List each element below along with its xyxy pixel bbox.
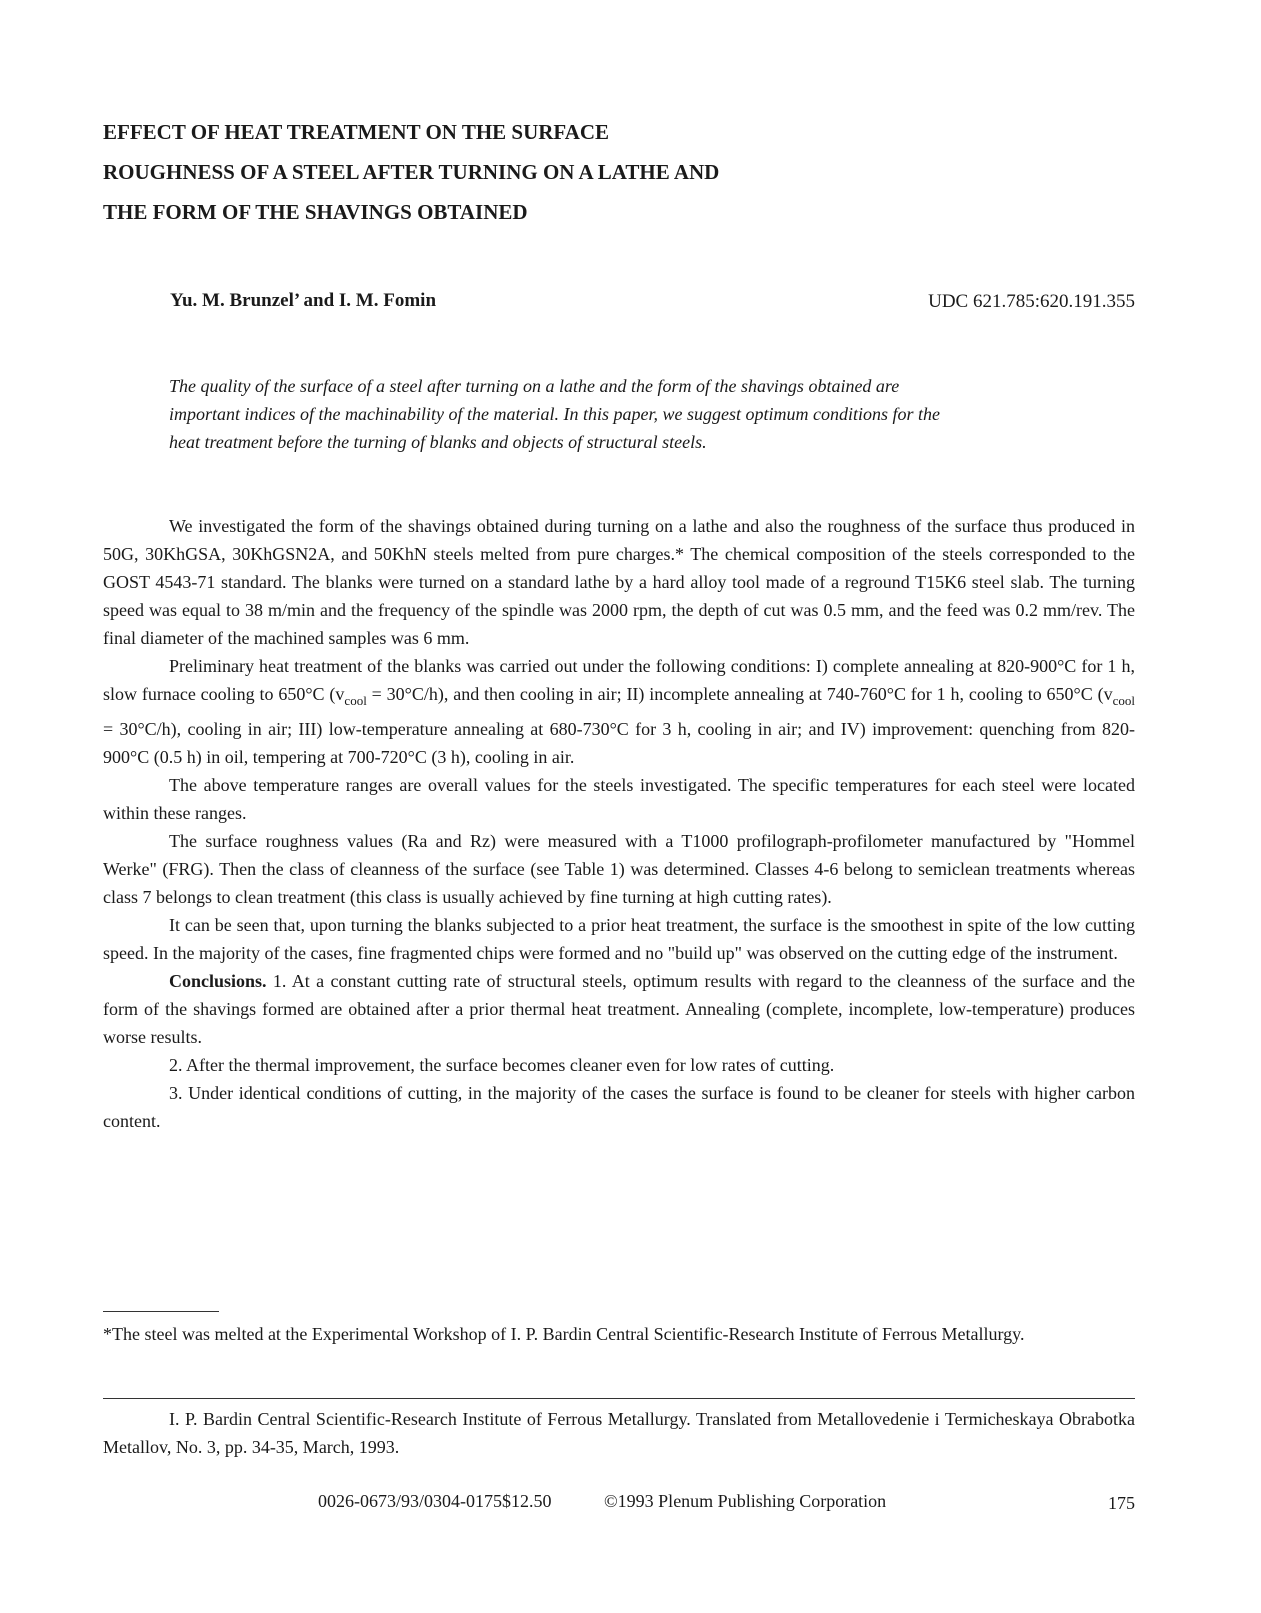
abstract: [169, 372, 1081, 456]
footnote-divider: [103, 1311, 219, 1312]
paragraph-2-part-c: = 30°C/h), cooling in air; III) low-temperature annealing at 680-730°C for 3 h, cooling in air; and IV) improvement: quenching from 820-900°C (0.5 h) in oil, tempering at 700-720°C (3 h), cooling in air.: [103, 719, 1135, 767]
paragraph-4: The surface roughness values (Ra and Rz) were measured with a T1000 profilograph-profilometer manufactured by "Hommel Werke" (FRG). Then the class of cleanness of the surface (see Table 1) was determined. Classes 4-6 belong to semiclean treatments whereas class 7 belongs to clean treatment (this class is usually achieved by fine turning at high cutting rates).: [103, 831, 1135, 907]
body-text: [103, 512, 1135, 1135]
paragraph-1: We investigated the form of the shavings obtained during turning on a lathe and also the roughness of the surface thus produced in 50G, 30KhGSA, 30KhGSN2A, and 50KhN steels melted from pure charges.* The chemical composition of the steels corresponded to the GOST 4543-71 standard. The blanks were turned on a standard lathe by a hard alloy tool made of a reground T15K6 steel slab. The turning speed was equal to 38 m/min and the frequency of the spindle was 2000 rpm, the depth of cut was 0.5 mm, and the feed was 0.2 mm/rev. The final diameter of the machined samples was 6 mm.: [103, 516, 1135, 648]
subscript-cool-1: cool: [344, 693, 367, 708]
affiliation-note: I. P. Bardin Central Scientific-Research Institute of Ferrous Metallurgy. Translated from Metallovedenie i Termicheskaya Obrabotka Metallov, No. 3, pp. 34-35, March, 1993.: [103, 1409, 1135, 1457]
title-line-1: EFFECT OF HEAT TREATMENT ON THE SURFACE: [103, 120, 610, 144]
paragraph-2: [103, 652, 1135, 771]
page-number: 175: [1108, 1493, 1135, 1513]
udc-code: UDC 621.785:620.191.355: [928, 291, 1135, 312]
paragraph-2-part-b: = 30°C/h), and then cooling in air; II) incomplete annealing at 740-760°C for 1 h, cooling to 650°C (v: [366, 684, 1113, 704]
subscript-cool-2: cool: [1112, 693, 1135, 708]
article-title: [103, 112, 1003, 232]
paragraph-2-part-a: Preliminary heat treatment of the blanks was carried out under the following conditions: I) complete annealing at 820-900°C for 1 h, slow furnace cooling to 650°C (v: [103, 656, 1135, 704]
paragraph-conclusions: [103, 967, 1135, 1051]
copyright: ©1993 Plenum Publishing Corporation: [604, 1491, 887, 1511]
abstract-line-2: important indices of the machinability of the material. In this paper, we suggest optimum conditions for the: [169, 404, 940, 424]
authors: Yu. M. Brunzel’ and I. M. Fomin: [170, 290, 437, 311]
paragraph-3: The above temperature ranges are overall values for the steels investigated. The specific temperatures for each steel were located within these ranges.: [103, 775, 1135, 823]
publication-code: 0026-0673/93/0304-0175$12.50: [318, 1491, 552, 1511]
paragraph-5: It can be seen that, upon turning the blanks subjected to a prior heat treatment, the surface is the smoothest in spite of the low cutting speed. In the majority of the cases, fine fragmented chips were formed and no "build up" was observed on the cutting edge of the instrument.: [103, 915, 1135, 963]
conclusions-heading: Conclusions.: [169, 971, 267, 991]
abstract-line-3: heat treatment before the turning of blanks and objects of structural steels.: [169, 432, 707, 452]
title-line-2: ROUGHNESS OF A STEEL AFTER TURNING ON A LATHE AND: [103, 160, 720, 184]
abstract-line-1: The quality of the surface of a steel after turning on a lathe and the form of the shavings obtained are: [169, 376, 900, 396]
footnote: *The steel was melted at the Experimental Workshop of I. P. Bardin Central Scientific-Research Institute of Ferrous Metallurgy.: [103, 1324, 1025, 1344]
conclusion-2: 2. After the thermal improvement, the surface becomes cleaner even for low rates of cutting.: [169, 1055, 835, 1075]
conclusion-1: 1. At a constant cutting rate of structural steels, optimum results with regard to the cleanness of the surface and the form of the shavings formed are obtained after a prior thermal heat treatment. Annealing (complete, incomplete, low-temperature) produces worse results.: [103, 971, 1135, 1047]
conclusion-3: 3. Under identical conditions of cutting, in the majority of the cases the surface is found to be cleaner for steels with higher carbon content.: [103, 1083, 1135, 1131]
title-line-3: THE FORM OF THE SHAVINGS OBTAINED: [103, 200, 528, 224]
affiliation-divider: [103, 1398, 1135, 1399]
